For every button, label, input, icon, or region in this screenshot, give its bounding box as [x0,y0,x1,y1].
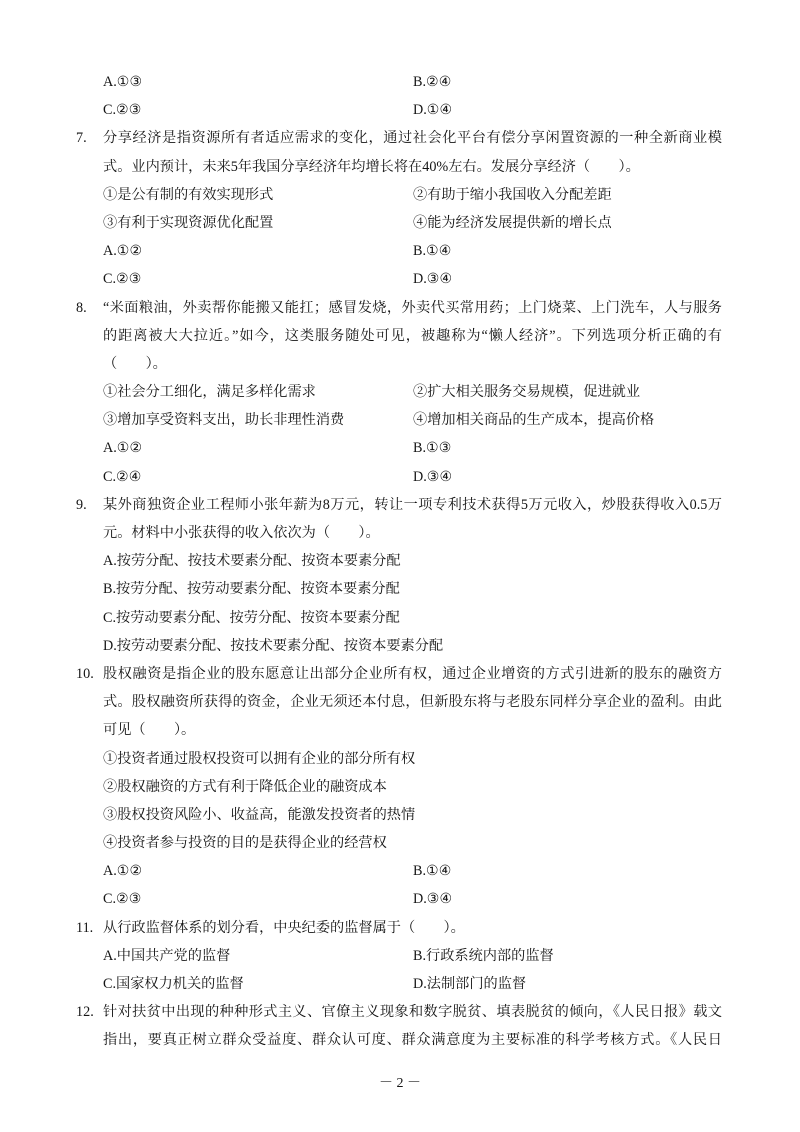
question-stem-text: 从行政监督体系的划分看，中央纪委的监督属于（ ）。 [103,919,465,936]
question-8 [0,294,800,491]
question-9 [0,491,800,660]
statement-2: ②有助于缩小我国收入分配差距 [413,186,612,203]
question-number: 12. [76,1004,94,1021]
statement-4: ④增加相关商品的生产成本，提高价格 [413,412,655,429]
question-stem-text: 股权融资是指企业的股东愿意让出部分企业所有权，通过企业增资的方式引进新的股东的融资方 [103,665,722,682]
option-a: A.中国共产党的监督 [103,947,231,964]
option-c: C.国家权力机关的监督 [103,976,244,992]
options-row [0,885,800,913]
question-stem-text: “米面粮油，外卖帮你能搬又能扛；感冒发烧，外卖代买常用药；上门烧菜、上门洗车，人与服务 [103,299,722,316]
statement-2: ②股权融资的方式有利于降低企业的融资成本 [103,778,387,795]
options-row [0,632,800,660]
statements-row [0,829,800,857]
option-c: C.②③ [103,271,142,288]
question-number: 10. [76,665,94,682]
option-c: C.按劳动要素分配、按劳分配、按资本要素分配 [103,609,400,626]
option-d: D.③④ [413,468,453,485]
question-stem-line [0,998,800,1026]
question-number: 8. [76,299,87,316]
options-row [0,970,800,998]
statement-1: ①投资者通过股权投资可以拥有企业的部分所有权 [103,750,416,767]
question-stem-line [0,914,800,942]
question-stem-line [0,716,800,744]
option-c: C.②③ [103,891,142,908]
question-number: 7. [76,130,87,147]
options-row [0,575,800,603]
statement-2: ②扩大相关服务交易规模，促进就业 [413,384,641,401]
statements-row [0,406,800,434]
options-row [0,942,800,970]
statements-row [0,745,800,773]
options-row [0,604,800,632]
option-c: C.②④ [103,468,142,485]
question-stem-line [0,322,800,350]
options-row [0,68,800,96]
question-stem-line [0,660,800,688]
statements-row [0,801,800,829]
question-number: 9. [76,496,87,513]
statements-row [0,773,800,801]
option-c: C.②③ [103,102,142,119]
option-d: D.按劳动要素分配、按技术要素分配、按资本要素分配 [103,637,444,654]
option-a: A.按劳分配、按技术要素分配、按资本要素分配 [103,553,401,570]
option-b: B.行政系统内部的监督 [413,947,554,964]
question-stem-line [0,124,800,152]
question-number: 11. [76,919,94,936]
options-row [0,265,800,293]
question-11 [0,914,800,999]
question-stem-text: 分享经济是指资源所有者适应需求的变化，通过社会化平台有偿分享闲置资源的一种全新商业模 [103,130,722,147]
statement-1: ①是公有制的有效实现形式 [103,186,274,203]
statement-4: ④投资者参与投资的目的是获得企业的经营权 [103,835,387,852]
option-b: B.按劳分配、按劳动要素分配、按资本要素分配 [103,581,400,598]
question-stem-text: 元。材料中小张获得的收入依次为（ ）。 [103,525,380,541]
question-stem-line [0,491,800,519]
question-stem-text: （ ）。 [103,355,167,372]
options-row [0,857,800,885]
statement-1: ①社会分工细化，满足多样化需求 [103,384,316,401]
options-row [0,463,800,491]
option-d: D.③④ [413,271,453,288]
question-10 [0,660,800,914]
question-stem-text: 式。股权融资所获得的资金，企业无须还本付息，但新股东将与老股东同样分享企业的盈利。由此 [103,694,722,711]
question-12 [0,998,800,1054]
option-b: B.①④ [413,863,452,880]
question-stem-text: 针对扶贫中出现的种种形式主义、官僚主义现象和数字脱贫、填表脱贫的倾向，《人民日报》载文 [103,1004,722,1021]
option-b: B.②④ [413,74,452,90]
question-stem-text: 指出，要真正树立群众受益度、群众认可度、群众满意度为主要标准的科学考核方式。《人民日 [103,1032,722,1049]
question-stem-text: 式。业内预计，未来5年我国分享经济年均增长将在40%左右。发展分享经济（ ）。 [103,158,640,175]
options-row [0,237,800,265]
option-a: A.①② [103,863,143,880]
question-stem-text: 可见（ ）。 [103,722,196,739]
options-row [0,434,800,462]
options-row [0,547,800,575]
question-stem-line [0,294,800,322]
option-a: A.①② [103,440,143,457]
question-stem-text: 的距离被大大拉近。”如今，这类服务随处可见，被趣称为“懒人经济”。下列选项分析正确的有 [103,327,722,344]
question-stem-line [0,1026,800,1054]
question-stem-line [0,688,800,716]
option-d: D.①④ [413,102,453,119]
statement-3: ③有利于实现资源优化配置 [103,214,274,231]
option-d: D.③④ [413,891,453,908]
option-a: A.①② [103,243,143,260]
option-b: B.①④ [413,243,452,260]
statements-row [0,209,800,237]
question-stem-text: 某外商独资企业工程师小张年薪为8万元，转让一项专利技术获得5万元收入，炒股获得收入0.5万 [103,496,722,513]
question-7 [0,124,800,293]
continued-options [0,68,800,124]
option-d: D.法制部门的监督 [413,976,527,992]
page-number: － 2 － [379,1076,421,1091]
question-stem-line [0,153,800,181]
question-stem-line [0,350,800,378]
question-stem-line [0,519,800,547]
option-a: A.①③ [103,74,143,90]
statements-row [0,181,800,209]
statements-row [0,378,800,406]
option-b: B.①③ [413,440,452,457]
statement-4: ④能为经济发展提供新的增长点 [413,214,612,231]
options-row [0,96,800,124]
page-content [0,68,800,1055]
statement-3: ③股权投资风险小、收益高，能激发投资者的热情 [103,806,416,823]
statement-3: ③增加享受资料支出，助长非理性消费 [103,412,345,429]
